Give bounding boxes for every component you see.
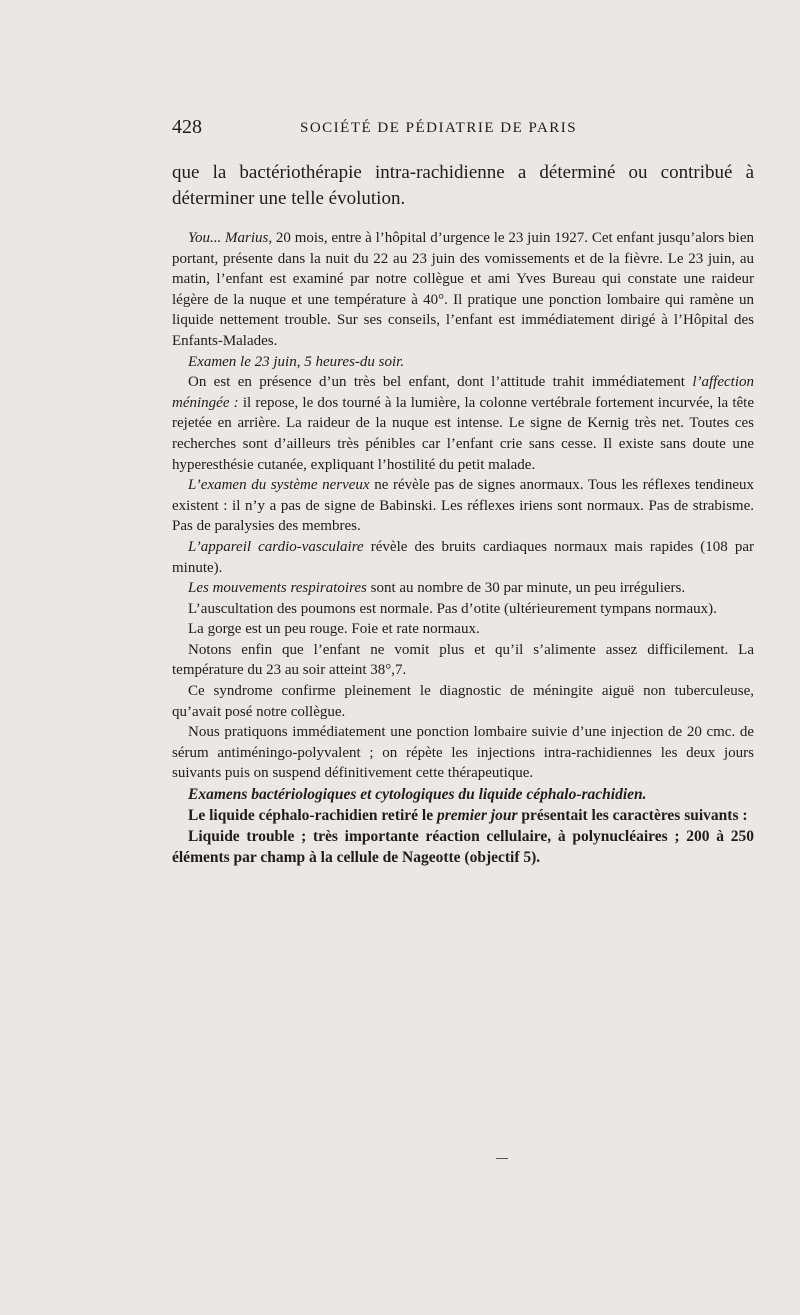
- cardio-paragraph: [172, 537, 754, 578]
- case-intro-paragraph: [172, 228, 754, 352]
- exam-text-before: On est en présence d’un très bel enfant, dont l’attitude trahit immédiatement: [188, 374, 693, 391]
- case-intro-text: 20 mois, entre à l’hôpital d’urgence le 23 juin 1927. Cet enfant jusqu’alors bien portant, présente dans la nuit du 22 au 23 juin des vomissements et de la fièvre. Le 23 juin, au matin, l’enfant est examiné par notre collègue et ami Yves Bureau qui constate une raideur légère de la nuque et une température à 40°. Il pratique une ponction lombaire qui ramène un liquide nettement trouble. Sur ses conseils, l’enfant est immédiatement dirigé à l’Hôpital des Enfants-Malades.: [172, 230, 754, 349]
- throat-paragraph: La gorge est un peu rouge. Foie et rate normaux.: [188, 621, 480, 638]
- nervous-system-label: L’examen du système nerveux: [188, 477, 370, 494]
- treatment-paragraph: Nous pratiquons immédiatement une ponction lombaire suivie d’une injection de 20 cmc. de sérum antiméningo-polyvalent ; on répète les injections intra-rachidiennes les deux jours suivants puis on suspend définitivement cette thérapeutique.: [172, 724, 754, 782]
- exam-heading: [172, 352, 754, 373]
- diagnosis-paragraph: Ce syndrome confirme pleinement le diagnostic de méningite aiguë non tuberculeuse, qu’avait posé notre collègue.: [172, 683, 754, 720]
- footer-dash: [496, 1158, 508, 1159]
- exam-heading-text: Examen le 23 juin, 5 heures-du soir.: [188, 353, 405, 370]
- respiratory-paragraph: [172, 578, 754, 599]
- lab-heading-text: Examens bactériologiques et cytologiques du liquide céphalo-rachidien.: [188, 786, 647, 804]
- liquid-paragraph: Liquide trouble ; très importante réaction cellulaire, à polynucléaires ; 200 à 250 éléments par champ à la cellule de Nageotte (objectif 5).: [172, 828, 754, 867]
- page-number: 428: [172, 116, 202, 138]
- first-day-paragraph: [172, 805, 754, 826]
- exam-text-italic: l’affection méningée :: [172, 374, 754, 411]
- respiratory-text: sont au nombre de 30 par minute, un peu irréguliers.: [366, 580, 686, 597]
- body-text: [172, 160, 754, 868]
- first-day-italic: premier jour: [436, 807, 518, 825]
- vomiting-paragraph: Notons enfin que l’enfant ne vomit plus et qu’il s’alimente assez difficilement. La température du 23 au soir atteint 38°,7.: [172, 641, 754, 679]
- exam-text-after: il repose, le dos tourné à la lumière, la colonne vertébrale fortement incurvée, la tête rejetée en arrière. La raideur de la nuque est intense. Le signe de Kernig très net. Toutes ces recherches sont d’ailleurs très pénibles car l’enfant crie sans cesse. Il existe sans doute une hyperesthésie cutanée, expliquant l’hostilité du petit malade.: [172, 394, 755, 473]
- nervous-system-text: ne révèle pas de signes anormaux. Tous les réflexes tendineux existent : il n’y a pas de signe de Babinski. Les réflexes iriens sont normaux. Pas de strabisme. Pas de paralysies des membres.: [172, 477, 755, 535]
- exam-paragraph: [172, 372, 754, 475]
- cardio-text: révèle des bruits cardiaques normaux mais rapides (108 par minute).: [172, 538, 754, 576]
- cardio-label: L’appareil cardio-vasculaire: [188, 538, 364, 555]
- patient-name: You... Marius,: [188, 230, 273, 246]
- running-head: SOCIÉTÉ DE PÉDIATRIE DE PARIS: [300, 120, 578, 136]
- auscultation-paragraph: L’auscultation des poumons est normale. Pas d’otite (ultérieurement tympans normaux).: [188, 600, 717, 617]
- lead-paragraph: que la bactériothérapie intra-rachidienne a déterminé ou contribué à déterminer une telle évolution.: [172, 162, 754, 209]
- first-day-before: Le liquide céphalo-rachidien retiré le: [188, 807, 437, 825]
- lab-heading: [172, 784, 754, 805]
- nervous-system-paragraph: [172, 475, 754, 537]
- respiratory-label: Les mouvements respiratoires: [188, 580, 367, 597]
- page-header: [172, 116, 754, 146]
- first-day-after: présentait les caractères suivants :: [517, 807, 748, 825]
